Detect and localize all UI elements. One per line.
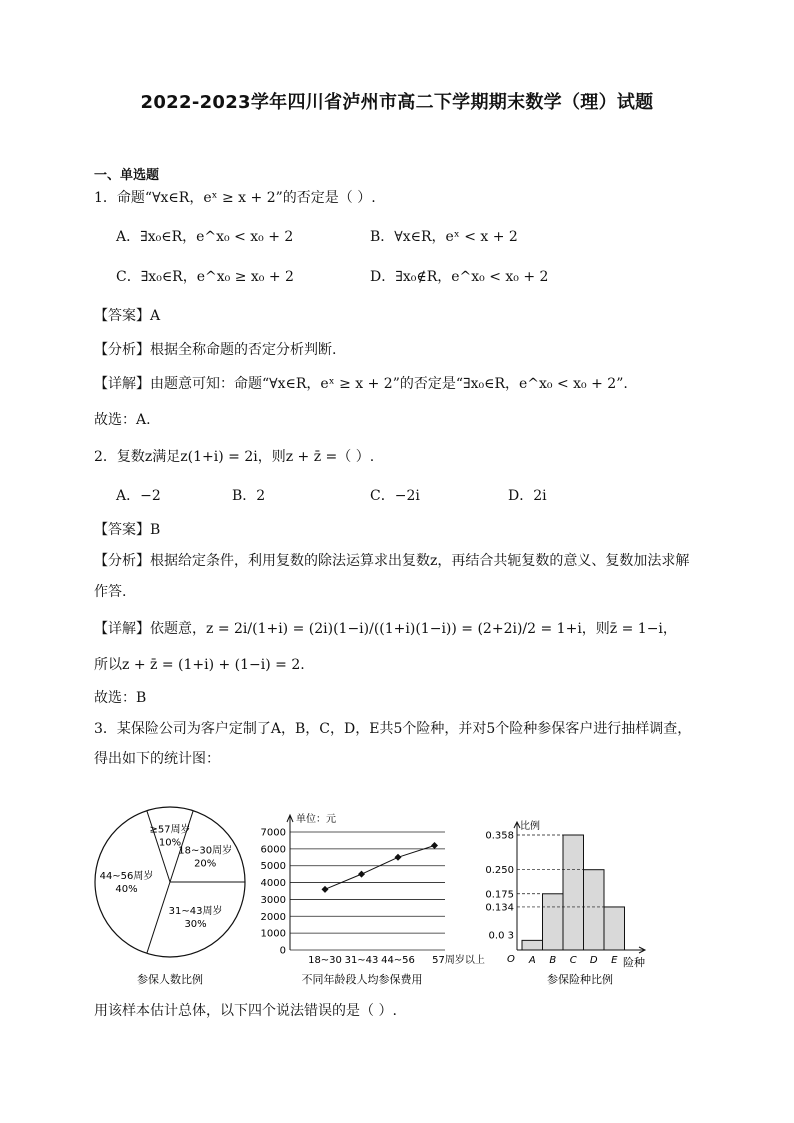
- bar-chart-title: 参保险种比例: [547, 973, 613, 986]
- bar-chart-ytick: 0.250: [485, 865, 514, 877]
- bar-chart-ytick: 0.134: [485, 902, 514, 914]
- line-chart-point: [358, 871, 365, 878]
- statistics-figures: [0, 800, 794, 1000]
- bar-chart-xtick: C: [569, 955, 577, 966]
- line-chart-point: [322, 886, 329, 893]
- pie-slice-value: 10%: [158, 837, 182, 849]
- pie-slice-value: 30%: [184, 919, 207, 931]
- q2-option-d: D．2i: [508, 488, 547, 504]
- q1-answer: 【答案】A: [94, 308, 161, 324]
- line-chart-title: 不同年龄段人均参保费用: [301, 973, 423, 986]
- q2-stem: 2．复数z满足z(1+i) = 2i，则z + z̄ =（ ）.: [94, 449, 375, 465]
- line-chart-ytick: 6000: [260, 844, 286, 856]
- bar-chart-ytick: 0.358: [485, 830, 514, 842]
- bar-chart-ytick: 0.0 3: [488, 930, 514, 942]
- q1-option-a: A．∃x₀∈R，e^x₀ < x₀ + 2: [116, 229, 294, 245]
- q1-option-d: D．∃x₀∉R，e^x₀ < x₀ + 2: [370, 269, 549, 285]
- q1-stem: 1．命题“∀x∈R，eˣ ≥ x + 2”的否定是（ ）.: [94, 190, 376, 206]
- line-chart: [261, 812, 485, 966]
- bar-chart-bar: [604, 907, 625, 950]
- line-chart-ytick: 7000: [260, 827, 286, 839]
- line-chart-xtick: 57周岁以上: [432, 955, 485, 966]
- bar-chart-xtick: E: [611, 955, 618, 966]
- line-chart-ytick: 2000: [260, 911, 286, 923]
- q3-question: 用该样本估计总体，以下四个说法错误的是（ ）.: [94, 1003, 397, 1019]
- line-chart-ytick: 3000: [260, 894, 286, 906]
- q3-stem-line1: 3．某保险公司为客户定制了A，B，C，D，E共5个险种，并对5个险种参保客户进行抽样调查，: [94, 721, 692, 737]
- q2-detail-line2: 所以z + z̄ = (1+i) + (1−i) = 2.: [94, 657, 305, 673]
- q2-option-c: C．−2i: [370, 488, 420, 504]
- pie-slice-value: 40%: [115, 884, 138, 895]
- line-chart-ylabel: 单位：元: [296, 814, 336, 825]
- bar-chart-xtick: D: [589, 955, 598, 966]
- pie-slice-value: 20%: [194, 858, 217, 870]
- q1-detail: 【详解】由题意可知：命题“∀x∈R，eˣ ≥ x + 2”的否定是“∃x₀∈R，e^x₀ < x₀ + 2”.: [94, 376, 628, 392]
- q1-option-c: C．∃x₀∈R，e^x₀ ≥ x₀ + 2: [116, 269, 294, 285]
- section-heading: 一、单选题: [94, 168, 160, 183]
- q2-detail-line1: 【详解】依题意，z = 2i/(1+i) = (2i)(1−i)/((1+i)(1−i)) = (2+2i)/2 = 1+i，则z̄ = 1−i，: [94, 621, 677, 637]
- q1-choice: 故选：A.: [94, 412, 151, 428]
- q1-analysis: 【分析】根据全称命题的否定分析判断.: [94, 342, 337, 358]
- q2-analysis-line1: 【分析】根据给定条件，利用复数的除法运算求出复数z，再结合共轭复数的意义、复数加法求解: [94, 553, 690, 569]
- page-title: 2022-2023学年四川省泸州市高二下学期期末数学（理）试题: [140, 92, 654, 113]
- q2-option-b: B．2: [232, 488, 266, 504]
- bar-chart-xtick: B: [549, 955, 557, 966]
- bar-chart-bar: [584, 870, 605, 950]
- bar-chart-xlabel: 险种: [623, 956, 645, 969]
- line-chart-xtick: 44~56: [381, 955, 415, 966]
- q2-option-a: A．−2: [116, 488, 161, 504]
- q2-choice: 故选：B: [94, 690, 147, 706]
- line-chart-ytick: 1000: [260, 928, 286, 940]
- line-chart-point: [431, 842, 438, 849]
- pie-chart-title: 参保人数比例: [137, 973, 203, 986]
- q3-stem-line2: 得出如下的统计图：: [94, 751, 220, 767]
- pie-slice-label: 18~30周岁: [178, 845, 233, 857]
- bar-chart: [485, 819, 645, 969]
- bar-chart-ylabel: 比例: [520, 821, 540, 832]
- line-chart-ytick: 0: [279, 945, 286, 957]
- q1-option-b: B．∀x∈R，eˣ < x + 2: [370, 229, 518, 245]
- line-chart-xtick: 31~43: [344, 955, 379, 966]
- bar-chart-bar: [543, 894, 564, 950]
- pie-slice-label: 31~43周岁: [168, 906, 223, 918]
- pie-slice-label: ≥57周岁: [149, 824, 191, 836]
- bar-chart-origin: O: [507, 954, 515, 965]
- pie-slice-label: 44~56周岁: [99, 871, 154, 882]
- bar-chart-xtick: A: [528, 955, 536, 966]
- line-chart-xtick: 18~30: [308, 955, 342, 966]
- q2-answer: 【答案】B: [94, 522, 161, 538]
- line-chart-ytick: 5000: [260, 861, 286, 873]
- bar-chart-bar: [522, 940, 543, 950]
- bar-chart-ytick: 0.175: [485, 889, 514, 901]
- line-chart-point: [395, 854, 402, 861]
- q2-analysis-line2: 作答.: [94, 584, 127, 600]
- bar-chart-bar: [563, 835, 584, 950]
- pie-chart: [95, 807, 245, 957]
- line-chart-ytick: 4000: [260, 878, 286, 890]
